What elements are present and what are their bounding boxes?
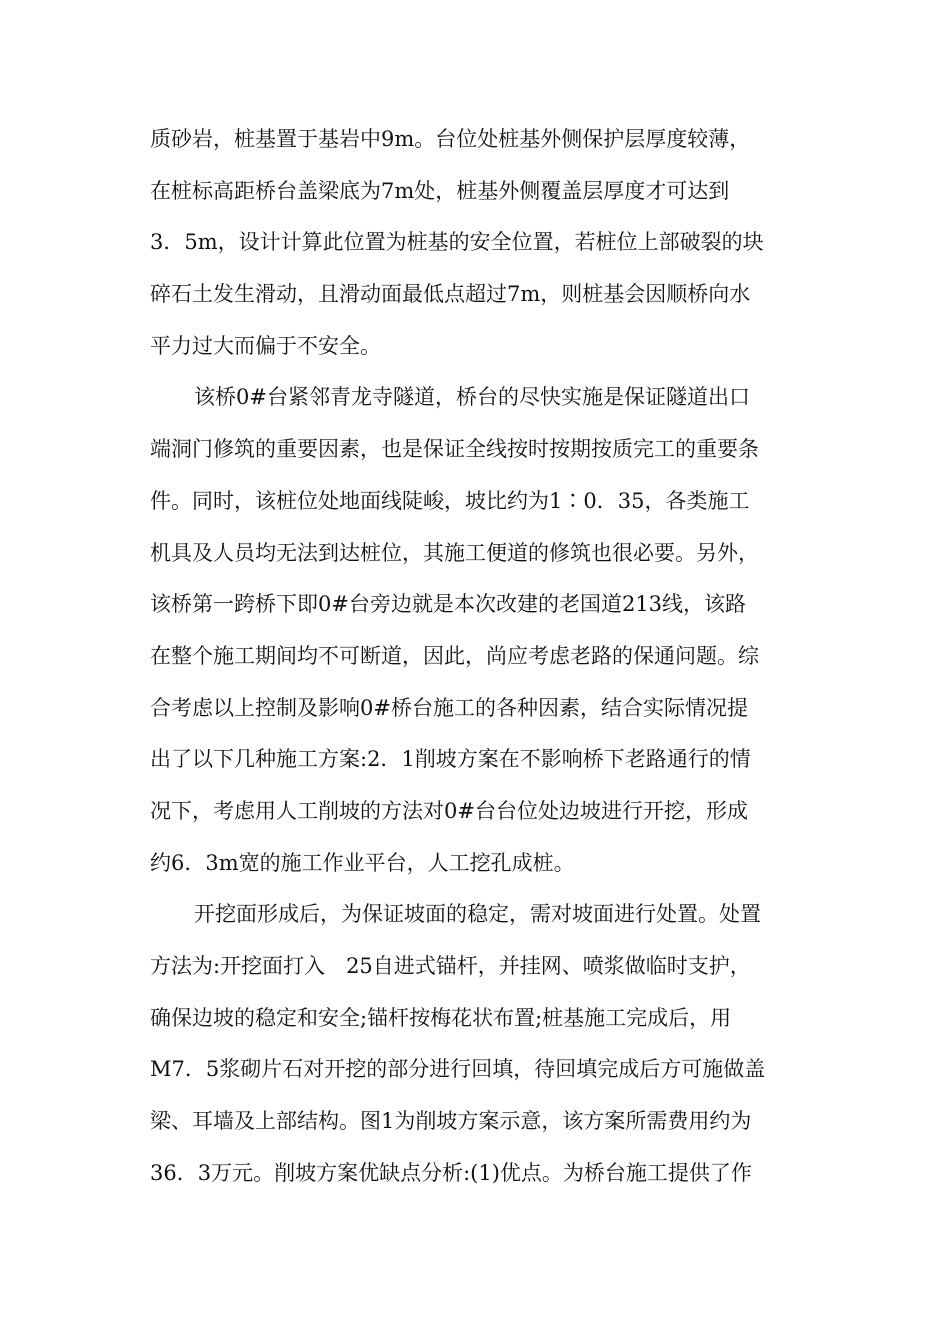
text-line: 梁、耳墙及上部结构。图1为削坡方案示意，该方案所需费用约为 — [150, 1109, 752, 1134]
text-line: 出了以下几种施工方案:2．1削坡方案在不影响桥下老路通行的情 — [150, 747, 751, 772]
text-line: 平力过大而偏于不安全。 — [150, 333, 381, 358]
text-line: M7．5浆砌片石对开挖的部分进行回填，待回填完成后方可施做盖 — [150, 1057, 766, 1082]
text-line: 况下，考虑用人工削坡的方法对0#台台位处边坡进行开挖，形成 — [150, 798, 748, 823]
text-line: 该桥第一跨桥下即0#台旁边就是本次改建的老国道213线，该路 — [150, 592, 747, 617]
paragraph-start-line: 该桥0#台紧邻青龙寺隧道，桥台的尽快实施是保证隧道出口 — [194, 385, 750, 410]
text-line: 机具及人员均无法到达桩位，其施工便道的修筑也很必要。另外， — [150, 540, 759, 565]
text-line: 件。同时，该桩位处地面线陡峻，坡比约为1∶0．35，各类施工 — [150, 488, 750, 513]
text-line: 约6．3m宽的施工作业平台，人工挖孔成桩。 — [150, 850, 575, 875]
text-line: 合考虑以上控制及影响0#桥台施工的各种因素，结合实际情况提 — [150, 695, 748, 720]
text-line: 端洞门修筑的重要因素，也是保证全线按时按期按质完工的重要条 — [150, 437, 759, 462]
body-text — [150, 114, 810, 1199]
text-line: 36．3万元。削坡方案优缺点分析:(1)优点。为桥台施工提供了作 — [150, 1160, 752, 1185]
text-line: 在桩标高距桥台盖梁底为7m处，桩基外侧覆盖层厚度才可达到 — [150, 178, 730, 203]
text-line: 确保边坡的稳定和安全;锚杆按梅花状布置;桩基施工完成后，用 — [150, 1005, 732, 1030]
text-line: 3．5m，设计计算此位置为桩基的安全位置，若桩位上部破裂的块 — [150, 230, 764, 255]
paragraph-start-line: 开挖面形成后，为保证坡面的稳定，需对坡面进行处置。处置 — [194, 902, 761, 927]
text-line: 碎石土发生滑动，且滑动面最低点超过7m，则桩基会因顺桥向水 — [150, 282, 751, 307]
text-line: 在整个施工期间均不可断道，因此，尚应考虑老路的保通问题。综 — [150, 643, 759, 668]
text-line: 质砂岩，桩基置于基岩中9m。台位处桩基外侧保护层厚度较薄， — [150, 127, 751, 151]
text-line: 方法为:开挖面打入 25自进式锚杆，并挂网、喷浆做临时支护， — [150, 954, 751, 978]
